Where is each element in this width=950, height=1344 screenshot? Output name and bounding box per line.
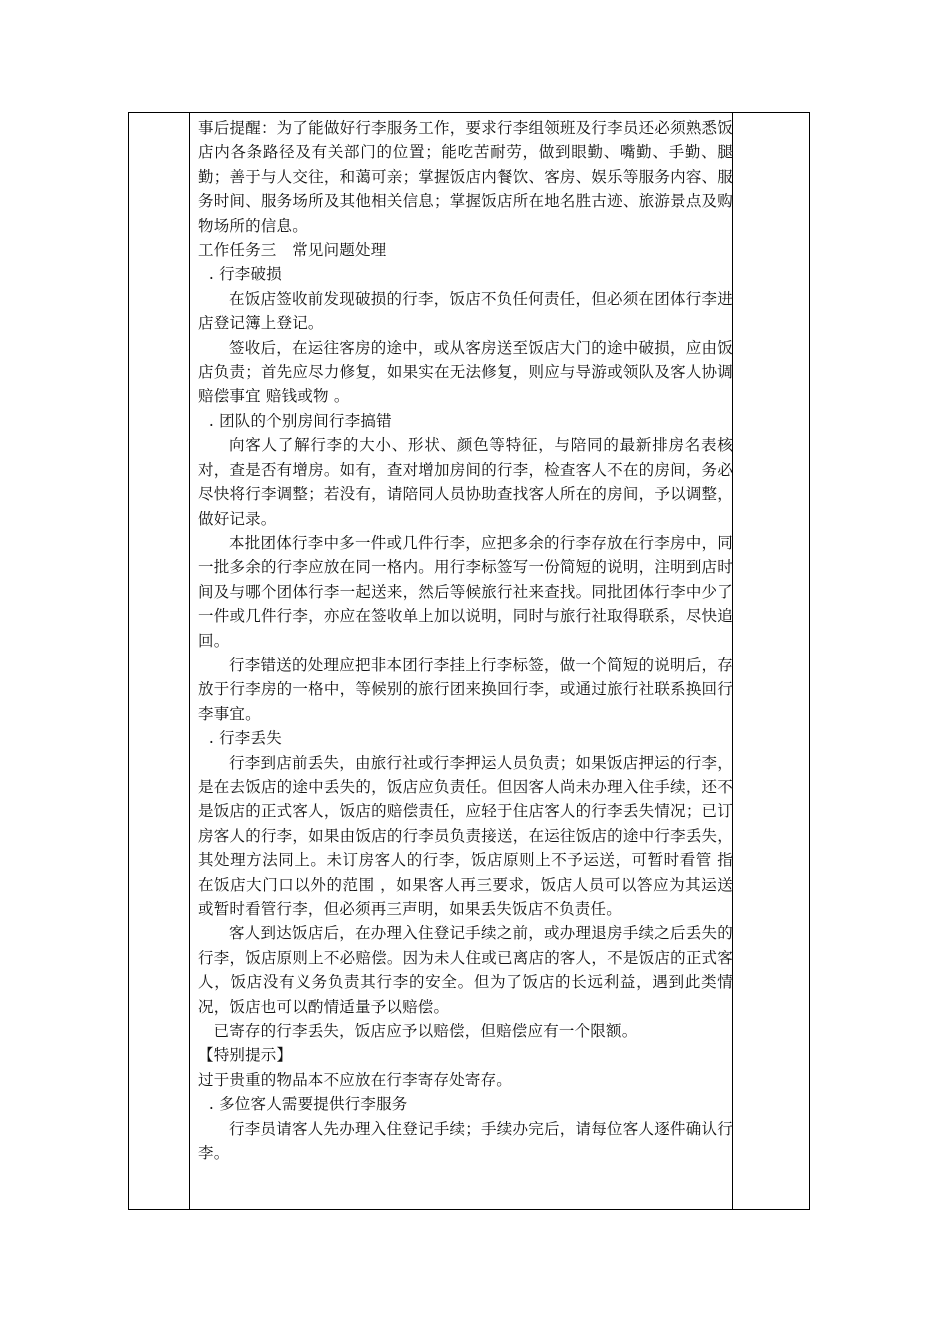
table-content-cell (198, 116, 733, 1165)
paragraph: 已寄存的行李丢失，饭店应予以赔偿，但赔偿应有一个限额。 (213, 1022, 638, 1041)
subheading-luggage-damage: . 行李破损 (208, 265, 282, 284)
paragraph: 向客人了解行李的大小、形状、颜色等特征，与陪同的最新排房名表核对，查是否有增房。如有，查对增加房间的行李，检查客人不在的房间，务必尽快将行李调整；若没有，请陪同人员协助查找客人所在的房间，予以调整，做好记录。 (198, 436, 733, 528)
section-heading: 工作任务三 常见问题处理 (198, 241, 387, 260)
paragraph: 本批团体行李中多一件或几件行李，应把多余的行李存放在行李房中，同一批多余的行李应放在同一格内。用行李标签写一份简短的说明，注明到店时间及与哪个团体行李一起送来，然后等候旅行社来查找。同批团体行李中少了一件或几件行李，亦应在签收单上加以说明，同时与旅行社取得联系，尽快追回。 (198, 533, 733, 650)
special-note-text: 过于贵重的物品本不应放在行李寄存处寄存。 (198, 1070, 513, 1089)
subheading-multiple-guests: . 多位客人需要提供行李服务 (208, 1095, 408, 1114)
paragraph: 签收后，在运往客房的途中，或从客房送至饭店大门的途中破损，应由饭店负责；首先应尽力修复，如果实在无法修复，则应与导游或领队及客人协调赔偿事宜 赔钱或物 。 (198, 338, 733, 406)
paragraph-reminder: 事后提醒：为了能做好行李服务工作，要求行李组领班及行李员还必须熟悉饭店内各条路径及有关部门的位置；能吃苦耐劳，做到眼勤、嘴勤、手勤、腿勤；善于与人交往，和蔼可亲；掌握饭店内餐饮、客房、娱乐等服务内容、服务时间、服务场所及其他相关信息；掌握饭店所在地名胜古迹、旅游景点及购物场所的信息。 (198, 119, 733, 235)
subheading-luggage-mixup: . 团队的个别房间行李搞错 (208, 411, 392, 430)
paragraph: 行李员请客人先办理入住登记手续；手续办完后，请每位客人逐件确认行李。 (198, 1119, 733, 1163)
special-note-heading: 【特别提示】 (198, 1046, 293, 1065)
paragraph: 在饭店签收前发现破损的行李，饭店不负任何责任，但必须在团体行李进店登记簿上登记。 (198, 289, 733, 333)
paragraph: 行李错送的处理应把非本团行李挂上行李标签，做一个简短的说明后，存放于行李房的一格中，等候别的旅行团来换回行李，或通过旅行社联系换回行李事宜。 (198, 655, 733, 723)
column-divider-left (189, 113, 190, 1209)
paragraph: 客人到达饭店后，在办理入住登记手续之前，或办理退房手续之后丢失的行李，饭店原则上不必赔偿。因为未人住或已离店的客人，不是饭店的正式客人，饭店没有义务负责其行李的安全。但为了饭店的长远利益，遇到此类情况，饭店也可以酌情适量予以赔偿。 (198, 924, 733, 1016)
subheading-luggage-loss: . 行李丢失 (208, 729, 282, 748)
paragraph: 行李到店前丢失，由旅行社或行李押运人员负责；如果饭店押运的行李，是在去饭店的途中丢失的，饭店应负责任。但因客人尚未办理入住手续，还不是饭店的正式客人，饭店的赔偿责任，应轻于住店客人的行李丢失情况；已订房客人的行李，如果由饭店的行李员负责接送，在运往饭店的途中行李丢失，其处理方法同上。未订房客人的行李，饭店原则上不予运送，可暂时看管 指在饭店大门口以外的范围 ，如果客人再三要求，饭店人员可以答应为其运送或暂时看管行李，但必须再三声明，如果丢失饭店不负责任。 (198, 753, 733, 918)
